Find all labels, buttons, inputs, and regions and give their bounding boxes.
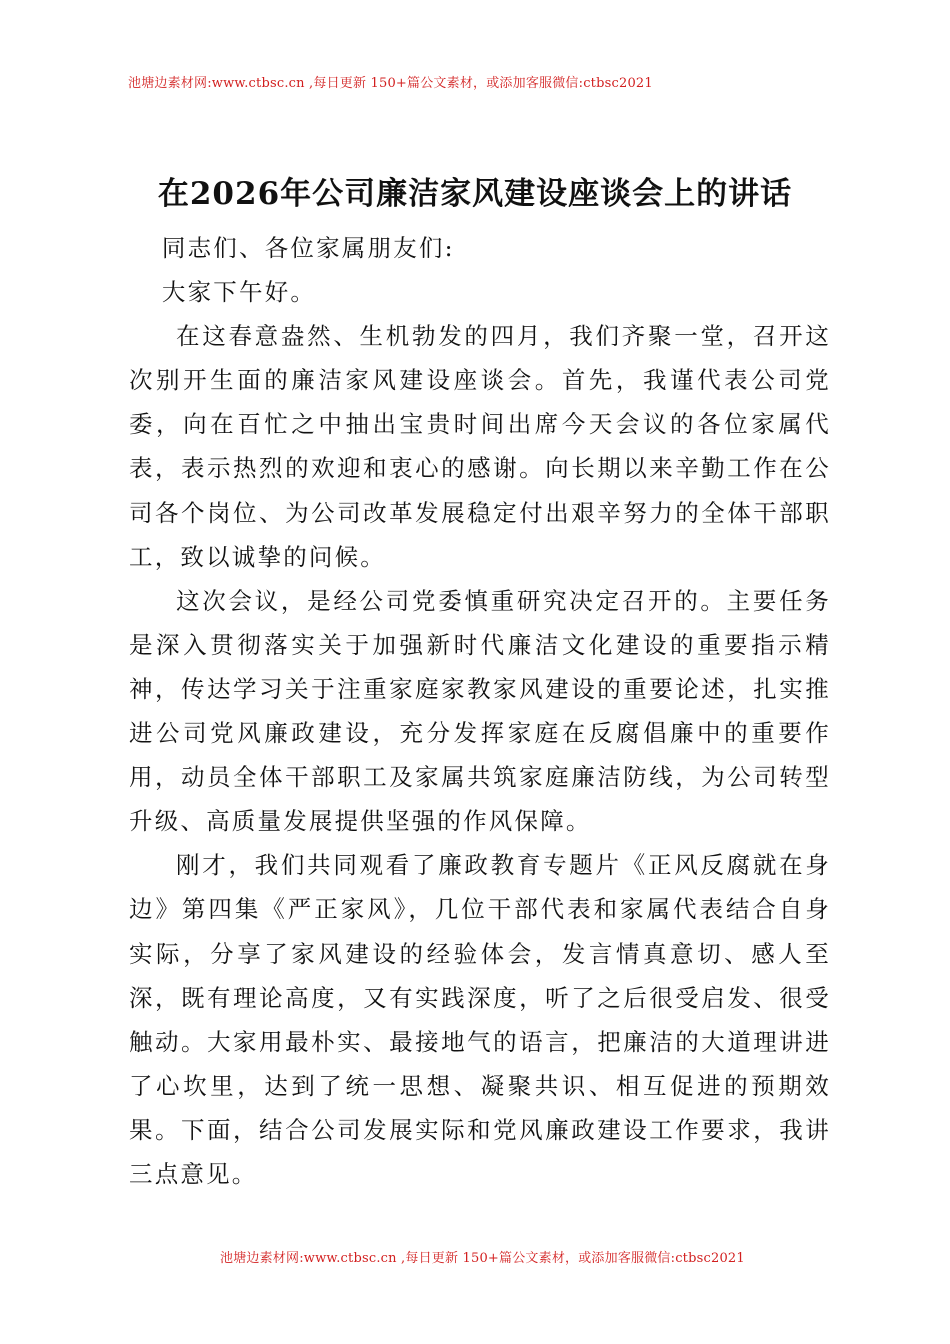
footer-watermark: 池塘边素材网:www.ctbsc.cn ,每日更新 150+篇公文素材，或添加客服微信:ctbsc2021 — [220, 1251, 745, 1266]
speech-body — [129, 226, 831, 1196]
paragraph-opening: 在这春意盎然、生机勃发的四月，我们齐聚一堂，召开这次别开生面的廉洁家风建设座谈会。首先，我谨代表公司党委，向在百忙之中抽出宝贵时间出席今天会议的各位家属代表，表示热烈的欢迎和衷心的感谢。向长期以来辛勤工作在公司各个岗位、为公司改革发展稳定付出艰辛努力的全体干部职工，致以诚挚的问候。 — [129, 322, 831, 571]
greeting: 大家下午好。 — [161, 278, 317, 307]
paragraph-review: 刚才，我们共同观看了廉政教育专题片《正风反腐就在身边》第四集《严正家风》，几位干部代表和家属代表结合自身实际，分享了家风建设的经验体会，发言情真意切、感人至深，既有理论高度，又有实践深度，听了之后很受启发、很受触动。大家用最朴实、最接地气的语言，把廉洁的大道理讲进了心坎里，达到了统一思想、凝聚共识、相互促进的预期效果。下面，结合公司发展实际和党风廉政建设工作要求，我讲三点意见。 — [129, 851, 831, 1188]
salutation: 同志们、各位家属朋友们: — [161, 234, 455, 262]
document-title: 在2026年公司廉洁家风建设座谈会上的讲话 — [157, 176, 793, 212]
paragraph-purpose: 这次会议，是经公司党委慎重研究决定召开的。主要任务是深入贯彻落实关于加强新时代廉洁文化建设的重要指示精神，传达学习关于注重家庭家教家风建设的重要论述，扎实推进公司党风廉政建设，充分发挥家庭在反腐倡廉中的重要作用，动员全体干部职工及家属共筑家庭廉洁防线，为公司转型升级、高质量发展提供坚强的作风保障。 — [129, 586, 831, 836]
header-watermark: 池塘边素材网:www.ctbsc.cn ,每日更新 150+篇公文素材，或添加客服微信:ctbsc2021 — [128, 76, 653, 91]
